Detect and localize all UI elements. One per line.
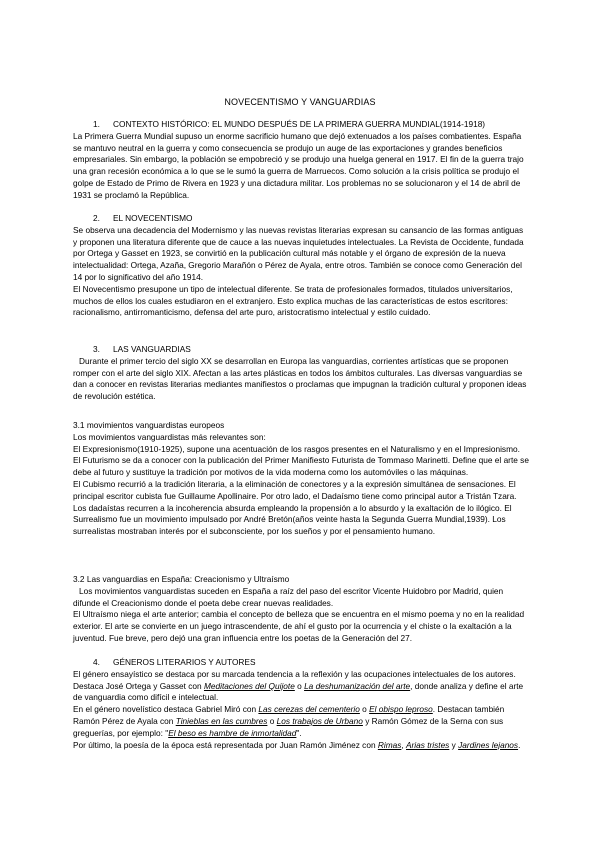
section-4-paragraph-3 bbox=[73, 740, 529, 752]
document-title: NOVECENTISMO Y VANGUARDIAS bbox=[224, 97, 376, 107]
section-4-paragraph-2 bbox=[73, 704, 529, 739]
section-title: LAS VANGUARDIAS bbox=[113, 344, 191, 354]
section-3-1-heading: 3.1 movimientos vanguardistas europeos bbox=[73, 420, 225, 430]
section-title: EL NOVECENTISMO bbox=[113, 213, 193, 223]
text-run: . bbox=[518, 739, 521, 750]
work-title: Meditaciones del Quijote bbox=[203, 680, 295, 691]
section-3-1-paragraph-1: El Expresionismo(1910-1925), supone una acentuación de los rasgos presentes en el Naturalismo y en el Impresionismo. El Futurismo se da a conocer con la publicación del Primer Manifiesto Futurista de Tommaso Marinetti. Define que el arte se debe al futuro y sustituye la tradición por motivos de la vida moderna como los automóviles o las máquinas. bbox=[73, 443, 529, 478]
text-run: o bbox=[294, 680, 305, 691]
section-2 bbox=[73, 213, 529, 319]
work-title: Arias tristes bbox=[406, 739, 450, 750]
section-number: 3. bbox=[93, 344, 100, 354]
section-number: 4. bbox=[93, 657, 100, 667]
section-title: GÉNEROS LITERARIOS Y AUTORES bbox=[113, 657, 256, 667]
text-run: o bbox=[359, 704, 370, 715]
work-title: La deshumanización del arte bbox=[304, 680, 411, 691]
section-3-2-paragraph-1: Los movimientos vanguardistas suceden en España a raíz del paso del escritor Vicente Huidobro por Madrid, quien difunde el Creacionismo donde el poeta debe crear nuevas realidades. bbox=[73, 585, 504, 608]
section-4-paragraph-1 bbox=[73, 669, 529, 704]
section-2-paragraph-2: El Novecentismo presupone un tipo de intelectual diferente. Se trata de profesionales formados, titulados universitarios, muchos de ellos los cuales estudiaron en el extranjero. Esto explica muchas de las características de estos escritores: racionalismo, antirromanticismo, defensa del arte puro, aristocratismo intelectual y estilo cuidado. bbox=[73, 283, 513, 318]
section-3-2-paragraph-2: El Ultraísmo niega el arte anterior; cambia el concepto de belleza que se encuentra en el mismo poema y no en la realidad exterior. El arte se convierte en un juego intrascendente, de ahí el gusto por la ocurrencia y el chiste o la exaltación a la juventud. Fue breve, pero dejó una gran influencia entre los poetas de la Generación del 27. bbox=[73, 609, 525, 643]
section-4 bbox=[73, 657, 529, 751]
work-title: Tinieblas en las cumbres bbox=[175, 715, 268, 726]
text-run: o bbox=[267, 715, 277, 726]
text-run: , donde analiza y define el arte de vanguardia como difícil e intelectual. bbox=[73, 680, 524, 703]
text-run: Por último, la poesía de la época está representada por Juan Ramón Jiménez con bbox=[73, 739, 378, 750]
section-3 bbox=[73, 344, 529, 403]
work-title: Los trabajos de Urbano bbox=[276, 715, 363, 726]
section-3-heading bbox=[73, 344, 529, 356]
text-run: y bbox=[449, 739, 459, 750]
section-1-text: La Primera Guerra Mundial supuso un enorme sacrificio humano que dejó extenuados a los países combatientes. España se mantuvo neutral en la guerra y como consecuencia se produjo un auge de las exportaciones y grandes beneficios empresariales. Sin embargo, la población se empobreció y se produjo una huelga general en 1917. El fin de la guerra trajo una gran recesión económica a lo que se le sumó la guerra de Marruecos. Como solución a la crisis política se produjo el golpe de Estado de Primo de Rivera en 1923 y una dictadura militar. Los problemas no se solucionaron y el 14 de abril de 1931 se proclamó la República. bbox=[73, 130, 524, 200]
work-title: El beso es hambre de inmortalidad bbox=[168, 727, 297, 738]
section-2-paragraph-1: Se observa una decadencia del Modernismo y las nuevas revistas literarias expresan su cansancio de las formas antiguas y proponen una literatura diferente que de cauce a las nuevas inquietudes intelectuales. La Revista de Occidente, fundada por Ortega y Gasset en 1923, se convirtió en la publicación cultural más notable y el órgano de expresión de la nueva intelectualidad: Ortega, Azaña, Gregorio Marañón o Pérez de Ayala, entre otros. También se conoce como Generación del 14 por lo significativo del año 1914. bbox=[73, 224, 524, 282]
section-3-2-heading: 3.2 Las vanguardias en España: Creacionismo y Ultraísmo bbox=[73, 574, 290, 584]
section-number: 2. bbox=[93, 213, 100, 223]
section-1-heading bbox=[73, 119, 529, 131]
section-4-heading bbox=[73, 657, 529, 669]
text-run: El género ensayístico se destaca por su marcada tendencia a la reflexión y las ocupaciones intelectuales de los autores. Destaca José Ortega y Gasset con bbox=[73, 668, 516, 691]
section-1 bbox=[73, 119, 529, 202]
work-title: Jardines lejanos bbox=[458, 739, 519, 750]
text-run: ". bbox=[296, 727, 302, 738]
text-run: . Destacan también Ramón Pérez de Ayala con bbox=[73, 704, 505, 726]
text-run: y Ramón Gómez de la Serna con sus greguerías, por ejemplo: " bbox=[73, 715, 504, 738]
section-title: CONTEXTO HISTÓRICO: EL MUNDO DESPUÉS DE LA PRIMERA GUERRA MUNDIAL(1914-1918) bbox=[113, 119, 486, 129]
work-title: El obispo leproso bbox=[369, 704, 433, 715]
work-title: Las cerezas del cementerio bbox=[258, 704, 360, 715]
section-3-1-paragraph-2: El Cubismo recurrió a la tradición literaria, a la eliminación de conectores y a la expresión simultánea de sensaciones. El principal escritor cubista fue Guillaume Apollinaire. Por otro lado, el Dadaísmo tiene como principal autor a Tristán Tzara. Los dadaístas recurren a la incoherencia absurda empleando la propensión a lo absurdo y la exaltación de lo ilógico. El Surrealismo fue un movimiento impulsado por André Bretón(años veinte hasta la Segunda Guerra Mundial,1939). Los surrealistas mostraban interés por el subconsciente, por los sueños y por el pensamiento humano. bbox=[73, 478, 517, 537]
section-3-2 bbox=[73, 574, 529, 645]
section-3-1-intro: Los movimientos vanguardistas más relevantes son: bbox=[73, 431, 266, 442]
text-run: , bbox=[401, 739, 406, 750]
section-3-1 bbox=[73, 420, 529, 538]
work-title: Rimas bbox=[377, 739, 402, 750]
section-number: 1. bbox=[93, 119, 100, 129]
section-2-heading bbox=[73, 213, 529, 225]
section-3-text: Durante el primer tercio del siglo XX se desarrollan en Europa las vanguardias, corrientes artísticas que se proponen romper con el arte del siglo XIX. Afectan a las artes plásticas en todos los ámbitos culturales. Las diversas vanguardias se dan a conocer en revistas literarias mediantes manifiestos o proclamas que impugnan la tradición cultural y proponen ideas de revolución estética. bbox=[73, 355, 527, 402]
text-run: En el género novelístico destaca Gabriel Miró con bbox=[73, 704, 259, 715]
